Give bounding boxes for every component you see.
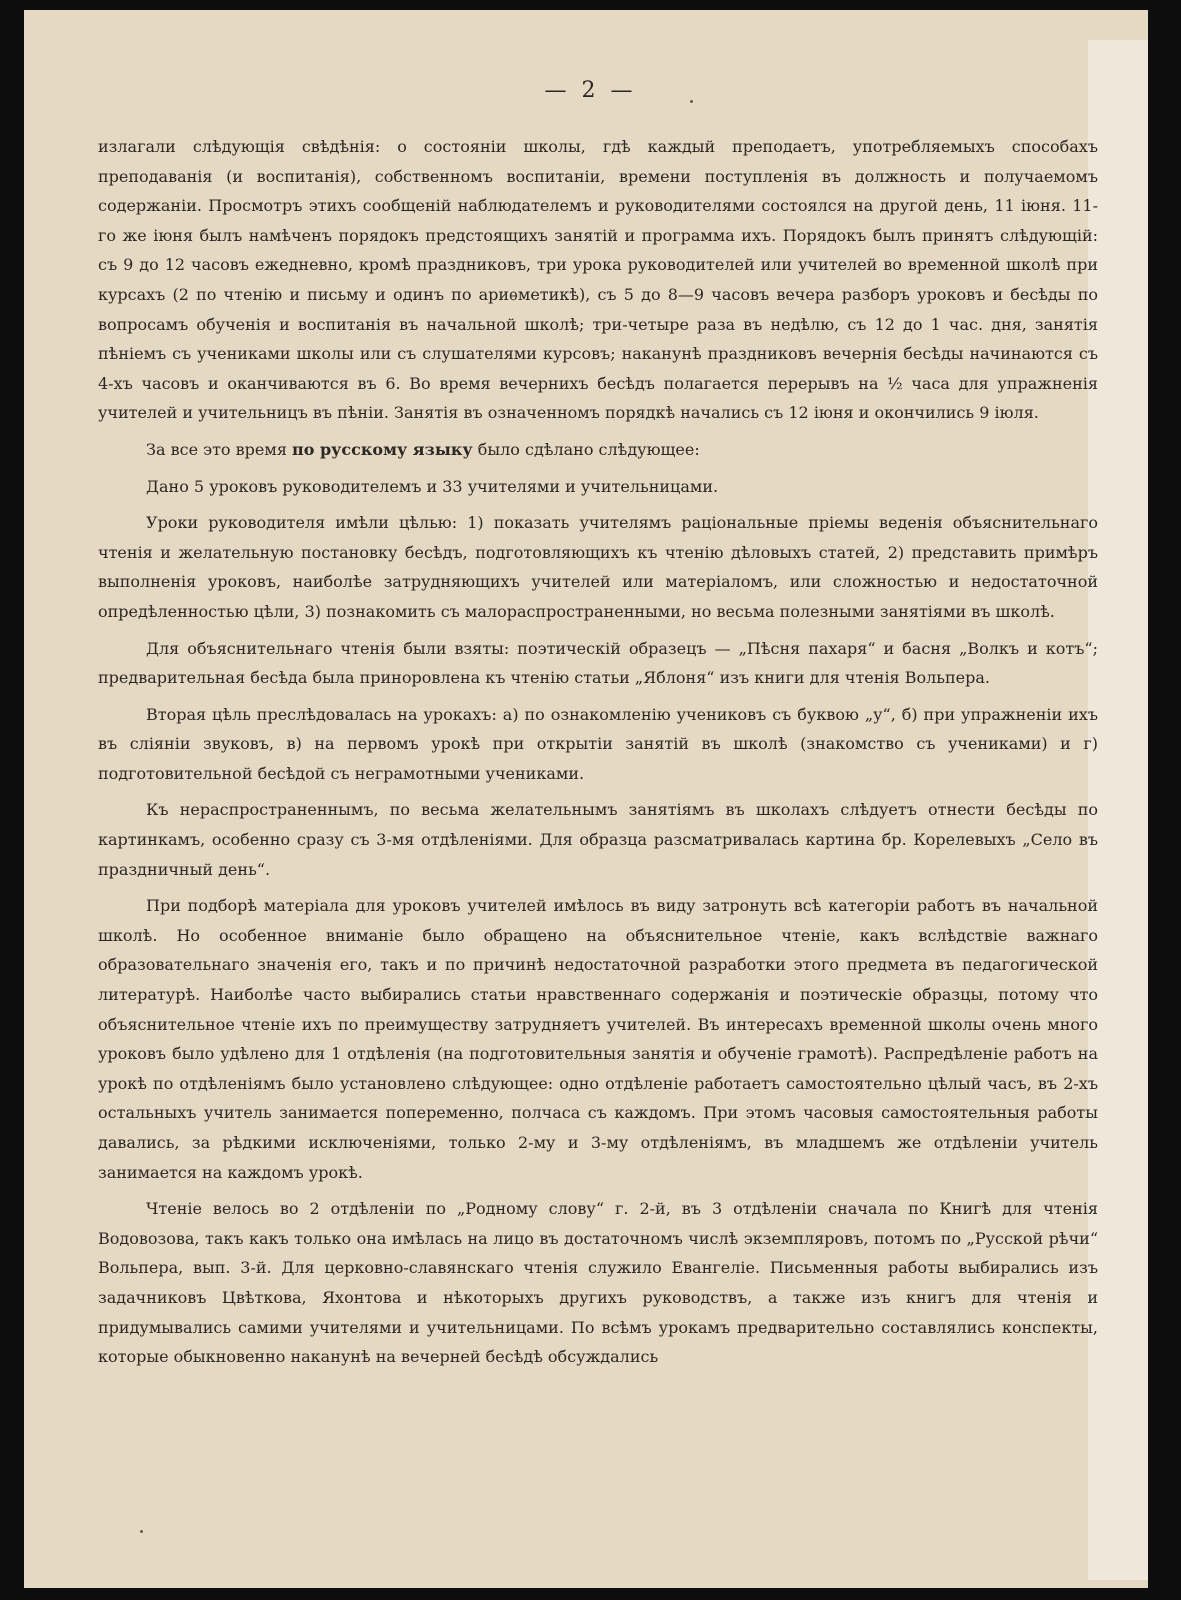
paragraph-7: Къ нераспространеннымъ, по весьма желательнымъ занятіямъ въ школахъ слѣдуетъ отнести бесѣды по картинкамъ, особенно сразу съ 3-мя отдѣленіями. Для образца разсматривалась картина бр. Корелевыхъ „Село въ праздничный день“. bbox=[98, 800, 1098, 879]
paragraph-3: Дано 5 уроковъ руководителемъ и 33 учителями и учительницами. bbox=[146, 476, 719, 496]
paragraph-8: При подборѣ матеріала для уроковъ учителей имѣлось въ виду затронуть всѣ категоріи работъ въ начальной школѣ. Но особенное вниманіе было обращено на объяснительное чтеніе, какъ вслѣдствіе важнаго образовательнаго значенія его, такъ и по причинѣ недостаточной разработки этого предмета въ педагогической литературѣ. Наиболѣе часто выбирались статьи нравственнаго содержанія и поэтическіе образцы, потому что объяснительное чтеніе ихъ по преимуществу затрудняетъ учителей. Въ интересахъ временной школы очень много уроковъ было удѣлено для 1 отдѣленія (на подготовительныя занятія и обученіе грамотѣ). Распредѣленіе работъ на урокѣ по отдѣленіямъ было установлено слѣдующее: одно отдѣленіе работаетъ самостоятельно цѣлый часъ, въ 2-хъ остальныхъ учитель занимается попеременно, полчаса съ каждомъ. При этомъ часовыя самостоятельныя работы давались, за рѣдкими исключеніями, только 2-му и 3-му отдѣленіямъ, въ младшемъ же отдѣленіи учитель занимается на каждомъ урокѣ. bbox=[98, 896, 1098, 1182]
emphasis-text: по русскому языку bbox=[292, 439, 473, 459]
paragraph-9: Чтеніе велось во 2 отдѣленіи по „Родному слову“ г. 2-й, въ 3 отдѣленіи сначала по Книгѣ для чтенія Водовозова, такъ какъ только она имѣлась на лицо въ достаточномъ числѣ экземпляровъ, потомъ по „Русской рѣчи“ Вольпера, вып. 3-й. Для церковно-славянскаго чтенія служило Евангеліе. Письменныя работы выбирались изъ задачниковъ Цвѣткова, Яхонтова и нѣкоторыхъ другихъ руководствъ, а также изъ книгъ для чтенія и придумывались самими учителями и учительницами. По всѣмъ урокамъ предварительно составлялись конспекты, которые обыкновенно наканунѣ на вечерней бесѣдѣ обсуждались bbox=[98, 1199, 1098, 1367]
paragraph-4: Уроки руководителя имѣли цѣлью: 1) показать учителямъ раціональные пріемы веденія объяснительнаго чтенія и желательную постановку бесѣдъ, подготовляющихъ къ чтенію дѣловыхъ статей, 2) представить примѣръ выполненія уроковъ, наиболѣе затрудняющихъ учителей или матеріаломъ, или сложностью и недостаточной опредѣленностью цѣли, 3) познакомить съ малораспространенными, но весьма полезными занятіями въ школѣ. bbox=[98, 513, 1098, 621]
paragraph-2: За все это время по русскому языку было сдѣлано слѣдующее: bbox=[146, 439, 700, 459]
paragraph-5: Для объяснительнаго чтенія были взяты: поэтическій образецъ — „Пѣсня пахаря“ и басня „Волкъ и котъ“; предварительная бесѣда была приноровлена къ чтенію статьи „Яблоня“ изъ книги для чтенія Вольпера. bbox=[98, 638, 1098, 688]
body-text bbox=[98, 132, 1098, 1552]
paragraph-6: Вторая цѣль преслѣдовалась на урокахъ: а) по ознакомленію учениковъ съ буквою „у“, б) при упражненіи ихъ въ сліяніи звуковъ, в) на первомъ урокѣ при открытіи занятій въ школѣ (знакомство съ учениками) и г) подготовительной бесѣдой съ неграмотными учениками. bbox=[98, 704, 1098, 783]
page-number: — 2 — bbox=[544, 78, 637, 103]
paragraph-1: излагали слѣдующія свѣдѣнія: о состояніи школы, гдѣ каждый преподаетъ, употребляемыхъ способахъ преподаванія (и воспитанія), собственномъ воспитаніи, времени поступленія въ должность и получаемомъ содержаніи. Просмотръ этихъ сообщеній наблюдателемъ и руководителями состоялся на другой день, 11 іюня. 11-го же іюня былъ намѣченъ порядокъ предстоящихъ занятій и программа ихъ. Порядокъ былъ принятъ слѣдующій: съ 9 до 12 часовъ ежедневно, кромѣ праздниковъ, три урока руководителей или учителей во временной школѣ при курсахъ (2 по чтенію и письму и одинъ по ариѳметикѣ), съ 5 до 8—9 часовъ вечера разборъ уроковъ и бесѣды по вопросамъ обученія и воспитанія въ начальной школѣ; три-четыре раза въ недѣлю, съ 12 до 1 час. дня, занятія пѣніемъ съ учениками школы или съ слушателями курсовъ; наканунѣ праздниковъ вечернія бесѣды начинаются съ 4-хъ часовъ и оканчиваются въ 6. Во время вечернихъ бесѣдъ полагается перерывъ на ½ часа для упражненія учителей и учительницъ въ пѣніи. Занятія въ означенномъ порядкѣ начались съ 12 іюня и окончились 9 іюля. bbox=[98, 137, 1098, 423]
